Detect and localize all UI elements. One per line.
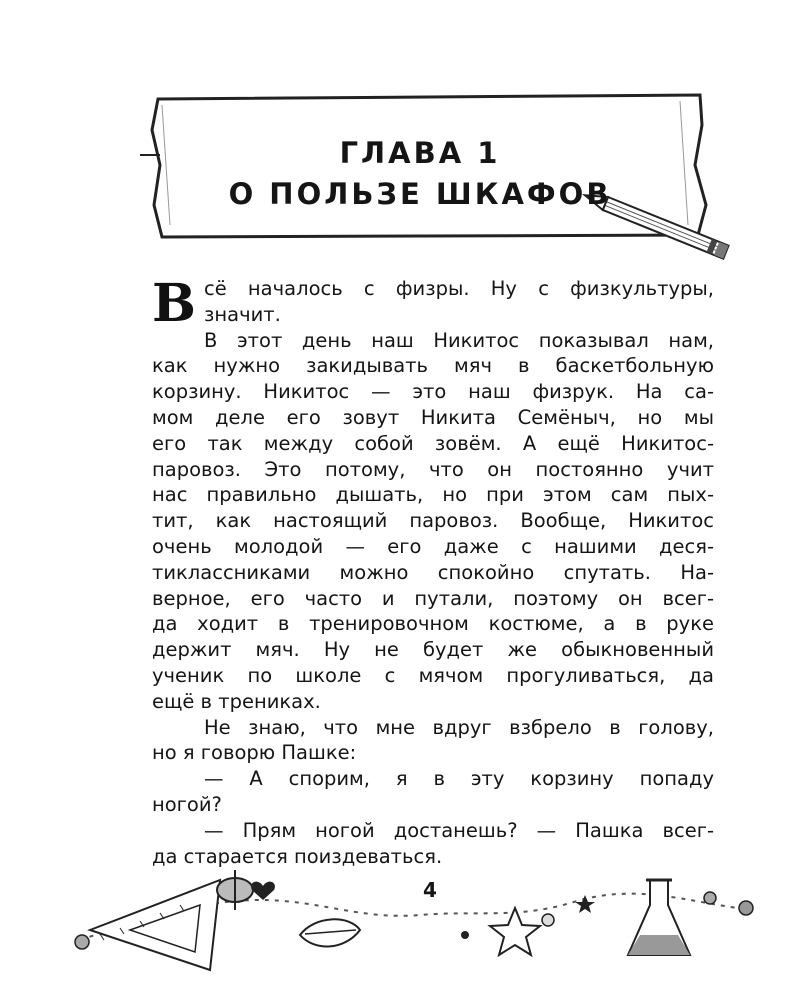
drop-cap: В <box>152 273 196 334</box>
page-number: 4 <box>423 878 437 902</box>
footer-decoration <box>60 860 760 990</box>
text-line: ногой? <box>152 792 222 816</box>
heart-icon <box>251 882 275 900</box>
text-line: да ходит в тренировочном костюме, а в руке <box>152 612 714 636</box>
text-line: очень молодой — его даже с нашими деся- <box>152 534 714 558</box>
text-line: нас правильно дышать, но при этом сам пых- <box>152 483 714 507</box>
text-line: ученик по школе с мячом прогуливаться, да <box>152 663 714 687</box>
leaf-icon <box>300 919 360 946</box>
text-line: мом деле его зовут Никита Семёныч, но мы <box>152 405 714 429</box>
text-line: В этот день наш Никитос показывал нам, <box>204 328 714 352</box>
text-line: — А спорим, я в эту корзину попаду <box>204 767 714 791</box>
text-line: значит. <box>204 302 281 326</box>
text-line: ещё в трениках. <box>152 689 321 713</box>
text-line: Не знаю, что мне вдруг взбрело в голову, <box>204 715 714 739</box>
text-line: как нужно закидывать мяч в баскетбольную <box>152 354 714 378</box>
chapter-text <box>152 273 714 869</box>
chapter-title: О ПОЛЬЗЕ ШКАФОВ <box>228 177 612 211</box>
text-line: да старается поиздеваться. <box>152 844 443 868</box>
text-line: сё началось с физры. Ну с физкультуры, <box>204 277 714 300</box>
text-line: тиклассниками можно спокойно спутать. На- <box>152 560 714 584</box>
text-line: — Прям ногой достанешь? — Пашка всег- <box>204 818 714 842</box>
spinning-top-icon <box>217 870 253 910</box>
star-icon <box>490 908 540 955</box>
triangle-ruler-icon <box>90 880 220 970</box>
text-line: паровоз. Это потому, что он постоянно учит <box>152 457 714 481</box>
text-line: корзину. Никитос — это наш физрук. На са- <box>152 380 714 404</box>
text-line: его так между собой зовём. А ещё Никитос- <box>152 431 714 455</box>
text-line: держит мяч. Ну не будет же обыкновенный <box>152 638 714 662</box>
chapter-heading: ГЛАВА 1 <box>339 136 501 170</box>
chapter-banner <box>140 85 750 265</box>
text-line: тит, как настоящий паровоз. Вообще, Никитос <box>152 509 714 533</box>
text-line: верное, его часто и путали, поэтому он всег- <box>152 586 714 610</box>
text-line: но я говорю Пашке: <box>152 741 357 765</box>
flask-icon <box>628 880 690 955</box>
